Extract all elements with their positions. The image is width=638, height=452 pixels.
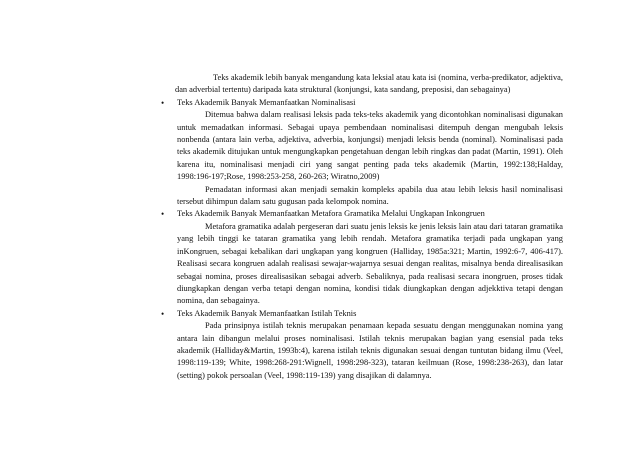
item-title: Teks Akademik Banyak Memanfaatkan Istilah Teknis bbox=[177, 308, 357, 318]
bullet-icon: • bbox=[161, 308, 165, 319]
item-title: Teks Akademik Banyak Memanfaatkan Metafora Gramatika Melalui Ungkapan Inkongruen bbox=[177, 209, 485, 219]
item-paragraph: Ditemua bahwa dalam realisasi leksis pada teks-teks akademik yang dicontohkan nominalisasi digunakan untuk memadatkan informasi. Sebagai upaya pembendaan nominalisasi ditempuh dengan mengubah leksis nonbenda (antara lain verba, adjektiva, adverbia, konjungsi) menjadi leksis benda (nominal). Nominalisasi pada teks akademik ditujukan untuk mengungkapkan pengetahuan dengan lebih ringkas dan padat (Martin, 1991). Oleh karena itu, nominalisasi menjadi ciri yang sangat penting pada teks akademik (Martin, 1992:138;Halday, 1998:196-197;Rose, 1998:253-258, 260-263; Wiratno,2009) bbox=[177, 110, 563, 182]
item-paragraph: Pemadatan informasi akan menjadi semakin kompleks apabila dua atau lebih leksis hasil nominalisasi tersebut dihimpun dalam satu gugusan pada kelompok nomina. bbox=[177, 184, 563, 207]
item-title: Teks Akademik Banyak Memanfaatkan Nominalisasi bbox=[177, 97, 356, 107]
list-item-nominalisasi bbox=[163, 97, 563, 209]
bullet-icon: • bbox=[161, 97, 165, 108]
item-paragraph: Metafora gramatika adalah pergeseran dari suatu jenis leksis ke jenis leksis lain atau dari tataran gramatika yang lebih tinggi ke tataran gramatika yang lebih rendah. Metafora gramatika terjadi pada ungkapan yang inKongruen, sebagai kebalikan dari ungkapan yang kongruen (Halliday, 1985a:321; Martin, 1992:6-7, 406-417). Realisasi secara kongruen adalah realisasi sewajar-wajarnya sesuai dengan realitas, misalnya benda direalisasikan sebagai nomina, proses direalisasikan sebagai adverb. Sebaliknya, pada realisasi secara inongruen, proses tidak diungkapkan dengan verba tetapi dengan nomina, kondisi tidak diungkapkan dengan adjekktiva tetapi dengan nomina, dan sebagainya. bbox=[177, 221, 563, 306]
item-paragraph: Pada prinsipnya istilah teknis merupakan penamaan kepada sesuatu dengan menggunakan nomina yang antara lain dibangun melalui proses nominalisasi. Istilah teknis merupakan bagian yang esensial pada teks akademik (Halliday&Martin, 1993b:4), karena istilah teknis digunakan sesuai dengan tuntutan bidang ilmu (Veel, 1998:119-139; White, 1998:268-291:Wignell, 1998:298-323), tataran keilmuan (Rose, 1998:238-263), dan latar (setting) pokok persoalan (Veel, 1998:119-139) yang disajikan di dalamnya. bbox=[177, 321, 563, 380]
intro-paragraph: Teks akademik lebih banyak mengandung kata leksial atau kata isi (nomina, verba-predikator, adjektiva, dan adverbial tertentu) daripada kata struktural (konjungsi, kata sandang, preposisi, dan sebagainya) bbox=[175, 73, 563, 95]
bullet-icon: • bbox=[161, 209, 165, 220]
list-item-istilah-teknis bbox=[163, 308, 563, 382]
list-item-metafora bbox=[163, 208, 563, 307]
document-content bbox=[163, 72, 563, 382]
